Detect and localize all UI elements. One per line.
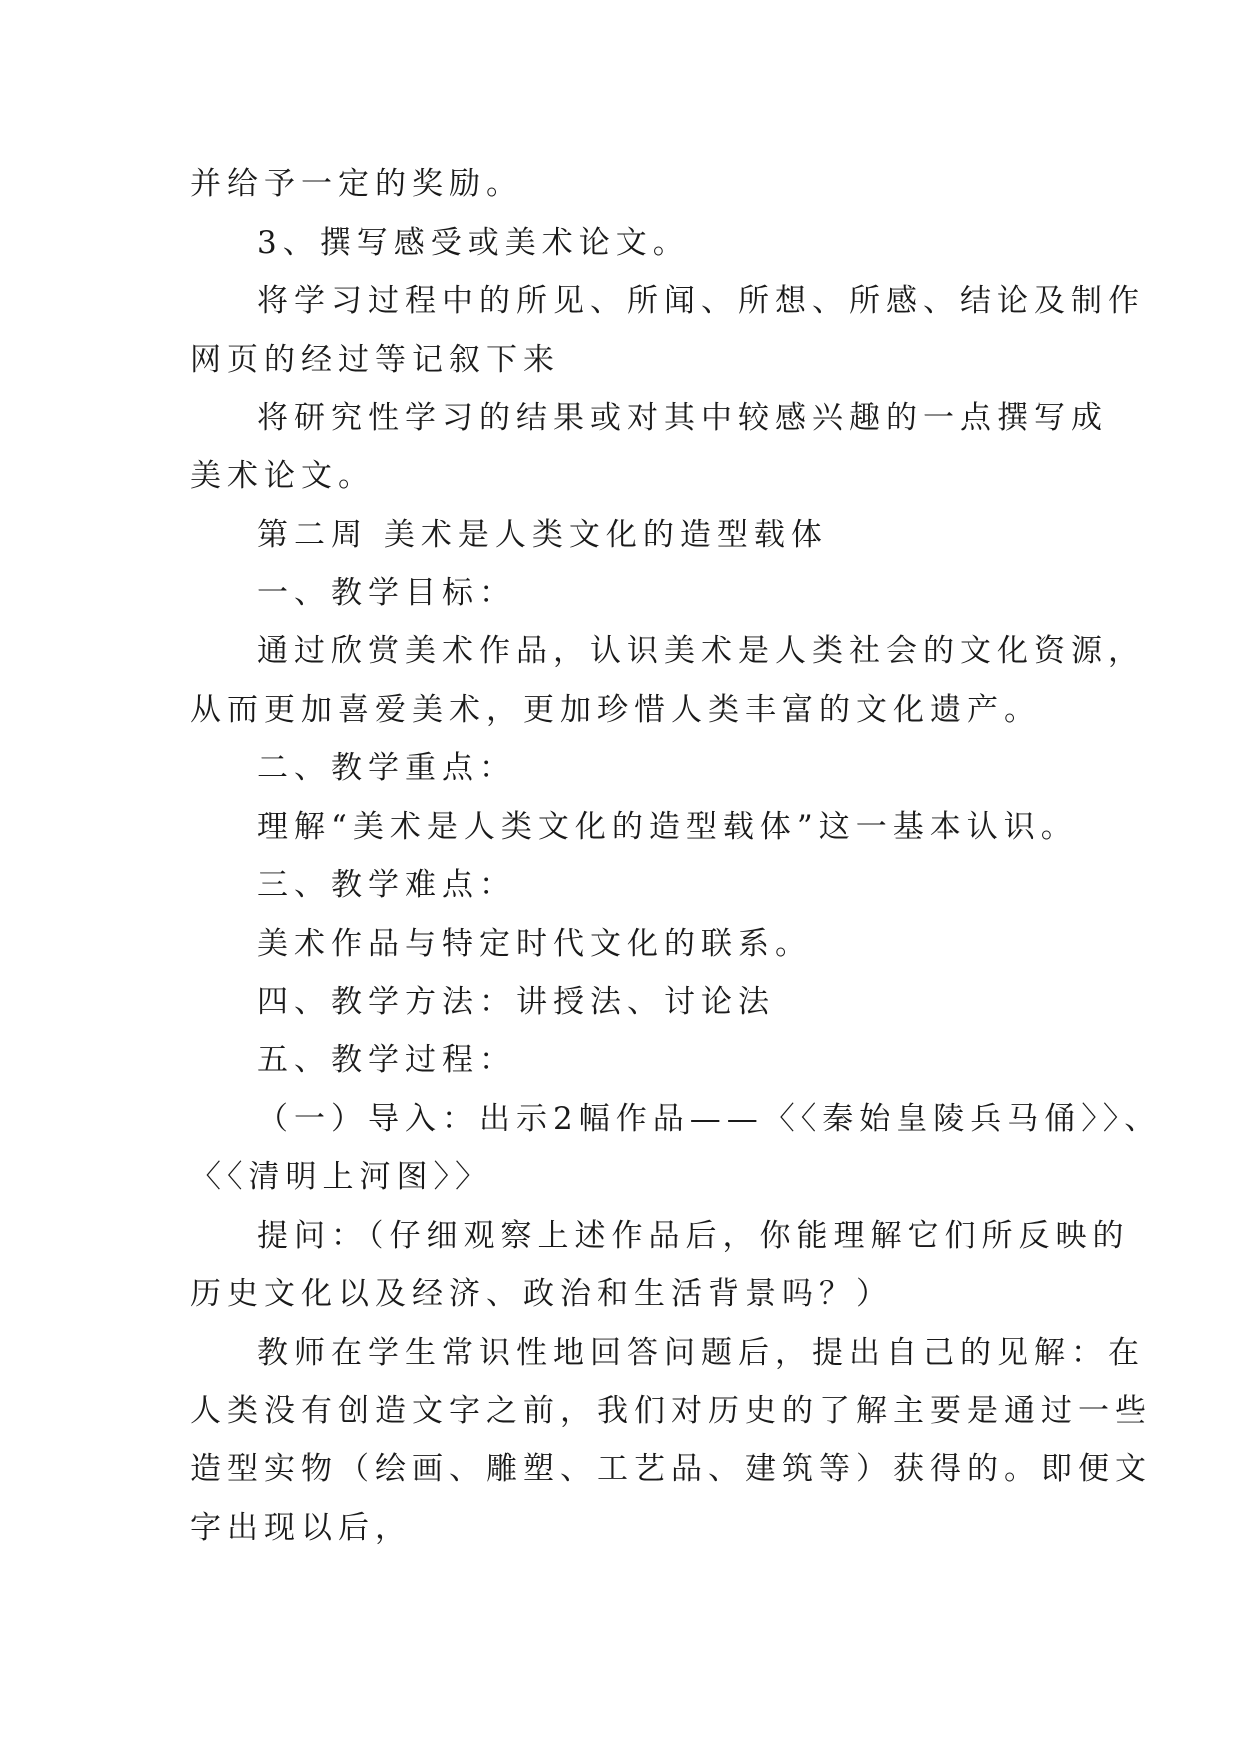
text-line: 造型实物（绘画、雕塑、工艺品、建筑等）获得的。即便文	[190, 1451, 1152, 1487]
text-line: 通过欣赏美术作品，认识美术是人类社会的文化资源，	[257, 633, 1145, 669]
text-line: 提问：（仔细观察上述作品后，你能理解它们所反映的	[257, 1218, 1130, 1254]
text-line: 从而更加喜爱美术，更加珍惜人类丰富的文化遗产。	[190, 692, 1041, 728]
text-line: 人类没有创造文字之前，我们对历史的了解主要是通过一些	[190, 1393, 1152, 1429]
text-line: 将学习过程中的所见、所闻、所想、所感、结论及制作	[257, 283, 1145, 319]
text-line: 〈〈清明上河图〉〉	[190, 1159, 492, 1195]
text-line: 美术论文。	[190, 458, 375, 494]
section-heading: 第二周 美术是人类文化的造型载体	[257, 517, 828, 553]
text-line: 五、教学过程：	[257, 1042, 516, 1078]
text-line: 将研究性学习的结果或对其中较感兴趣的一点撰写成	[257, 400, 1108, 436]
text-line: 网页的经过等记叙下来	[190, 342, 560, 378]
text-line: 并给予一定的奖励。	[190, 166, 523, 202]
text-line: 字出现以后，	[190, 1510, 412, 1546]
text-line: 理解“美术是人类文化的造型载体”这一基本认识。	[257, 809, 1078, 845]
text-line: 教师在学生常识性地回答问题后，提出自己的见解：在	[257, 1335, 1145, 1371]
text-line: 美术作品与特定时代文化的联系。	[257, 926, 812, 962]
text-line: 四、教学方法：讲授法、讨论法	[257, 984, 775, 1020]
text-line: 一、教学目标：	[257, 575, 516, 611]
text-line: 历史文化以及经济、政治和生活背景吗？）	[190, 1276, 893, 1312]
text-line: （一）导入：出示2幅作品——〈〈秦始皇陵兵马俑〉〉、	[257, 1101, 1162, 1137]
text-line: 3、撰写感受或美术论文。	[257, 225, 690, 261]
text-line: 三、教学难点：	[257, 867, 516, 903]
text-line: 二、教学重点：	[257, 750, 516, 786]
